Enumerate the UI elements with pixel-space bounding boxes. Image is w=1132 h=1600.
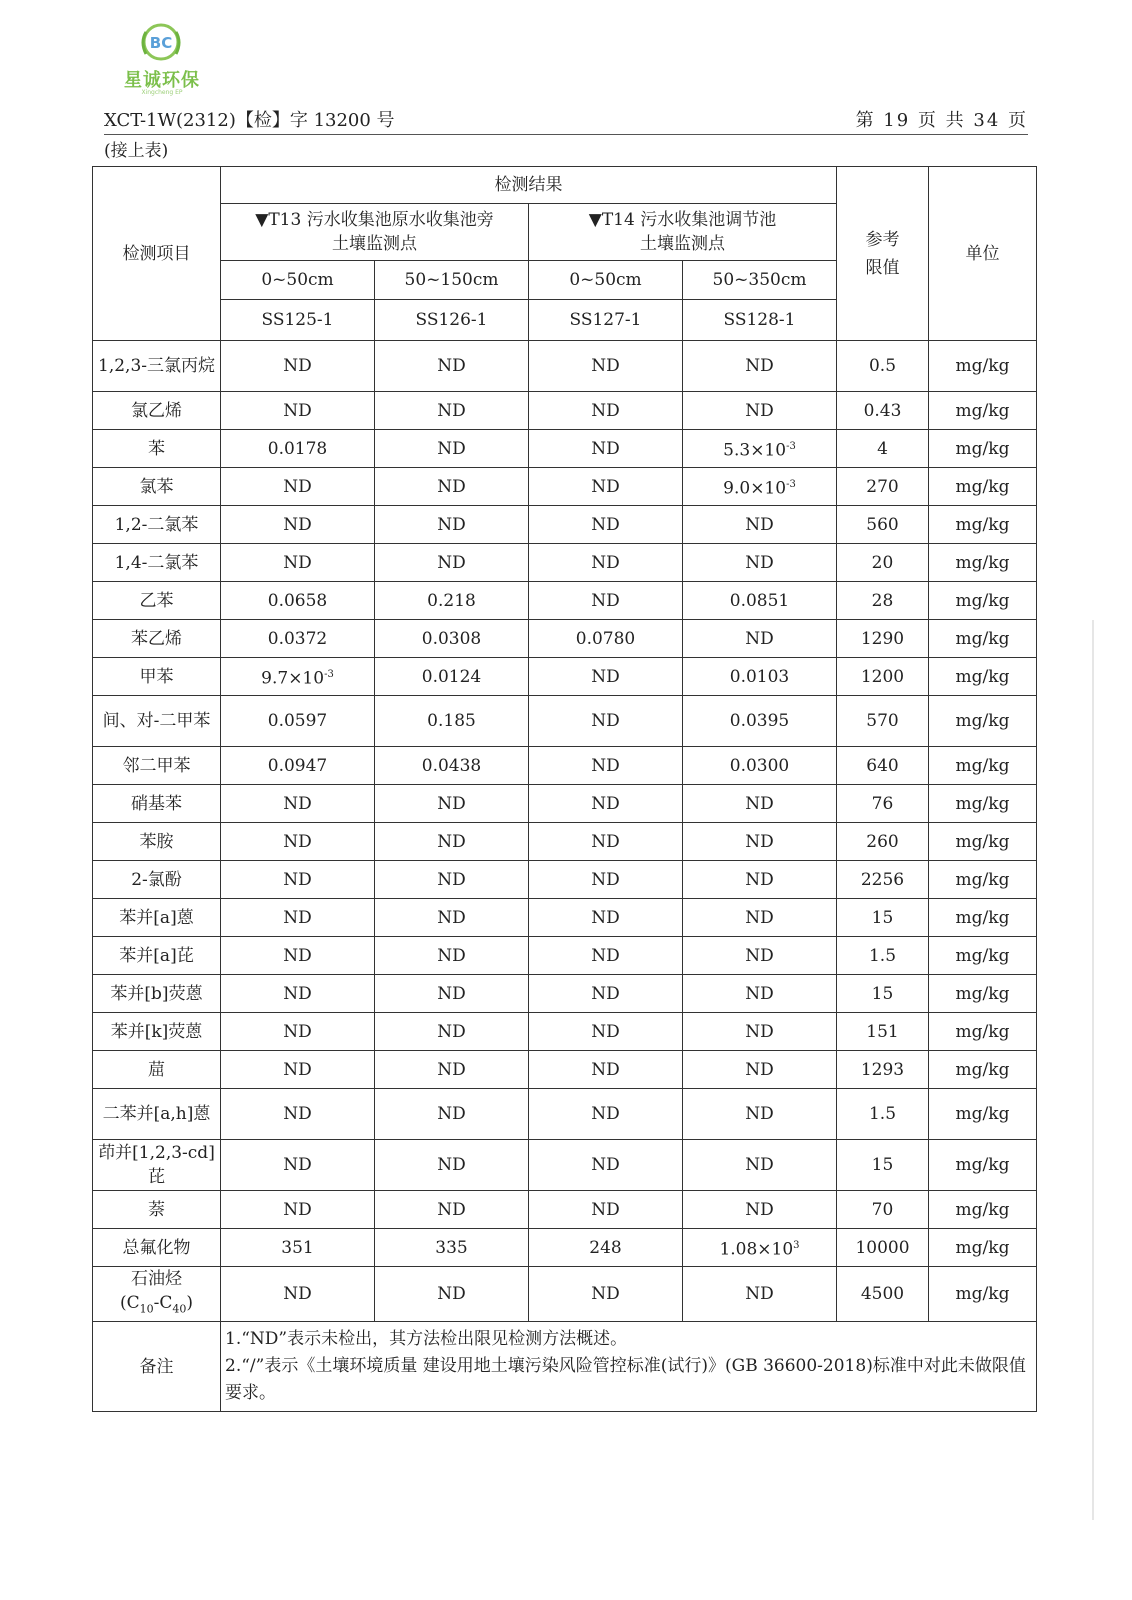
unit-cell: mg/kg: [929, 392, 1037, 430]
item-cell: 二苯并[a,h]蒽: [93, 1089, 221, 1140]
table-row: [93, 468, 1037, 506]
table-row: [93, 899, 1037, 937]
svg-text:BC: BC: [149, 34, 173, 52]
unit-cell: mg/kg: [929, 582, 1037, 620]
table-row: [93, 544, 1037, 582]
value-cell: ND: [375, 785, 529, 823]
limit-cell: 15: [837, 1140, 929, 1191]
results-table: [92, 166, 1037, 1412]
item-cell: 苯并[a]蒽: [93, 899, 221, 937]
table-row: [93, 1191, 1037, 1229]
item-cell: 1,4-二氯苯: [93, 544, 221, 582]
table-row: [93, 747, 1037, 785]
value-cell: 0.0395: [683, 696, 837, 747]
limit-cell: 260: [837, 823, 929, 861]
value-cell: ND: [221, 861, 375, 899]
results-table-wrapper: [92, 166, 1036, 1412]
value-cell: ND: [375, 1013, 529, 1051]
value-cell: $9.7\times 10^{-3}$: [221, 658, 375, 696]
item-cell: 茚并[1,2,3-cd]芘: [93, 1140, 221, 1191]
value-cell: ND: [529, 696, 683, 747]
unit-cell: mg/kg: [929, 430, 1037, 468]
value-cell: ND: [529, 899, 683, 937]
value-cell: 0.185: [375, 696, 529, 747]
item-cell: 苯: [93, 430, 221, 468]
table-row: [93, 341, 1037, 392]
unit-cell: mg/kg: [929, 899, 1037, 937]
value-cell: 0.0597: [221, 696, 375, 747]
limit-cell: 20: [837, 544, 929, 582]
remarks-text: [221, 1322, 1037, 1412]
value-cell: ND: [375, 430, 529, 468]
site2-name: ▼T14 污水收集池调节池 土壤监测点: [529, 204, 837, 261]
value-cell: ND: [221, 1013, 375, 1051]
value-cell: ND: [221, 468, 375, 506]
value-cell: 0.0780: [529, 620, 683, 658]
report-number: XCT-1W(2312)【检】字 13200 号: [104, 110, 395, 131]
value-cell: ND: [529, 468, 683, 506]
value-cell: 0.0372: [221, 620, 375, 658]
value-cell: ND: [375, 468, 529, 506]
value-cell: 0.0178: [221, 430, 375, 468]
unit-cell: mg/kg: [929, 468, 1037, 506]
item-cell: 苯乙烯: [93, 620, 221, 658]
unit-cell: mg/kg: [929, 937, 1037, 975]
limit-cell: 270: [837, 468, 929, 506]
company-name: 星诚环保: [124, 70, 200, 91]
limit-cell: 0.43: [837, 392, 929, 430]
value-cell: ND: [221, 341, 375, 392]
limit-cell: 1290: [837, 620, 929, 658]
value-cell: ND: [529, 506, 683, 544]
value-cell: 335: [375, 1229, 529, 1267]
value-cell: ND: [375, 392, 529, 430]
limit-cell: 1200: [837, 658, 929, 696]
limit-cell: 640: [837, 747, 929, 785]
unit-cell: mg/kg: [929, 785, 1037, 823]
table-row: [93, 392, 1037, 430]
value-cell: ND: [683, 823, 837, 861]
value-cell: 0.0124: [375, 658, 529, 696]
table-row: [93, 430, 1037, 468]
remark-line: 2.“/”表示《土壤环境质量 建设用地土壤污染风险管控标准(试行)》(GB 36600-2018)标准中对此未做限值要求。: [225, 1356, 1026, 1404]
header-divider: [104, 134, 1028, 135]
value-cell: ND: [529, 861, 683, 899]
value-cell: ND: [221, 1051, 375, 1089]
value-cell: ND: [221, 1267, 375, 1322]
value-cell: ND: [683, 937, 837, 975]
item-cell: 硝基苯: [93, 785, 221, 823]
unit-cell: mg/kg: [929, 1140, 1037, 1191]
value-cell: ND: [529, 430, 683, 468]
value-cell: 0.0308: [375, 620, 529, 658]
value-cell: ND: [529, 785, 683, 823]
value-cell: ND: [529, 392, 683, 430]
value-cell: 0.0658: [221, 582, 375, 620]
value-cell: $9.0\times 10^{-3}$: [683, 468, 837, 506]
value-cell: ND: [529, 1089, 683, 1140]
table-row: [93, 582, 1037, 620]
limit-cell: 1.5: [837, 1089, 929, 1140]
item-cell: 甲苯: [93, 658, 221, 696]
header-results: 检测结果: [221, 167, 837, 204]
limit-cell: 1293: [837, 1051, 929, 1089]
table-row: [93, 696, 1037, 747]
table-row: [93, 1140, 1037, 1191]
continued-note: (接上表): [104, 141, 169, 161]
remarks-row: [93, 1322, 1037, 1412]
value-cell: ND: [529, 975, 683, 1013]
table-row: [93, 658, 1037, 696]
company-subtitle: Xingcheng EP: [141, 89, 183, 96]
value-cell: ND: [529, 1267, 683, 1322]
value-cell: ND: [683, 506, 837, 544]
value-cell: 351: [221, 1229, 375, 1267]
value-cell: ND: [683, 392, 837, 430]
value-cell: 0.0851: [683, 582, 837, 620]
unit-cell: mg/kg: [929, 1229, 1037, 1267]
value-cell: ND: [375, 823, 529, 861]
value-cell: ND: [683, 341, 837, 392]
value-cell: ND: [375, 1267, 529, 1322]
value-cell: ND: [683, 975, 837, 1013]
value-cell: ND: [683, 861, 837, 899]
limit-cell: 28: [837, 582, 929, 620]
site2-depth1: 0~50cm: [529, 261, 683, 300]
item-cell: 1,2-二氯苯: [93, 506, 221, 544]
limit-cell: 570: [837, 696, 929, 747]
scan-edge-line: [1092, 620, 1094, 1520]
value-cell: ND: [683, 1013, 837, 1051]
table-row: [93, 823, 1037, 861]
table-row: [93, 937, 1037, 975]
value-cell: ND: [375, 899, 529, 937]
value-cell: ND: [529, 747, 683, 785]
item-cell: 石油烃 $(C_{10}-C_{40})$: [93, 1267, 221, 1322]
value-cell: 0.0438: [375, 747, 529, 785]
value-cell: ND: [221, 899, 375, 937]
value-cell: ND: [221, 1191, 375, 1229]
table-row: [93, 1013, 1037, 1051]
remark-line: 1.“ND”表示未检出，其方法检出限见检测方法概述。: [225, 1329, 628, 1350]
value-cell: ND: [375, 1051, 529, 1089]
value-cell: ND: [221, 544, 375, 582]
limit-cell: 2256: [837, 861, 929, 899]
unit-cell: mg/kg: [929, 658, 1037, 696]
limit-cell: 4: [837, 430, 929, 468]
table-row: [93, 1089, 1037, 1140]
value-cell: ND: [221, 392, 375, 430]
value-cell: ND: [529, 582, 683, 620]
unit-cell: mg/kg: [929, 1267, 1037, 1322]
value-cell: ND: [375, 506, 529, 544]
table-row: [93, 506, 1037, 544]
value-cell: ND: [221, 975, 375, 1013]
value-cell: 0.0300: [683, 747, 837, 785]
item-cell: 氯苯: [93, 468, 221, 506]
value-cell: ND: [529, 937, 683, 975]
value-cell: ND: [683, 1140, 837, 1191]
unit-cell: mg/kg: [929, 1051, 1037, 1089]
limit-cell: 15: [837, 899, 929, 937]
site1-sample1: SS125-1: [221, 300, 375, 341]
value-cell: ND: [529, 1013, 683, 1051]
limit-cell: 0.5: [837, 341, 929, 392]
limit-cell: 151: [837, 1013, 929, 1051]
value-cell: ND: [375, 937, 529, 975]
limit-cell: 76: [837, 785, 929, 823]
value-cell: ND: [375, 544, 529, 582]
value-cell: ND: [221, 1089, 375, 1140]
table-row: [93, 861, 1037, 899]
value-cell: ND: [529, 1051, 683, 1089]
value-cell: ND: [375, 1140, 529, 1191]
item-cell: 苯并[a]芘: [93, 937, 221, 975]
header-item: 检测项目: [93, 167, 221, 341]
limit-cell: 4500: [837, 1267, 929, 1322]
value-cell: ND: [529, 1140, 683, 1191]
value-cell: ND: [683, 1089, 837, 1140]
value-cell: ND: [683, 1267, 837, 1322]
value-cell: ND: [683, 1051, 837, 1089]
unit-cell: mg/kg: [929, 341, 1037, 392]
table-row: [93, 785, 1037, 823]
unit-cell: mg/kg: [929, 1191, 1037, 1229]
value-cell: ND: [529, 341, 683, 392]
item-cell: 苯胺: [93, 823, 221, 861]
page-info: 第 19 页 共 34 页: [855, 110, 1028, 131]
value-cell: ND: [529, 658, 683, 696]
table-row: [93, 1267, 1037, 1322]
unit-cell: mg/kg: [929, 620, 1037, 658]
table-row: [93, 1229, 1037, 1267]
site2-sample1: SS127-1: [529, 300, 683, 341]
item-cell: 1,2,3-三氯丙烷: [93, 341, 221, 392]
table-row: [93, 975, 1037, 1013]
value-cell: ND: [683, 544, 837, 582]
value-cell: ND: [221, 823, 375, 861]
value-cell: 0.0947: [221, 747, 375, 785]
unit-cell: mg/kg: [929, 1089, 1037, 1140]
table-row: [93, 620, 1037, 658]
value-cell: ND: [683, 620, 837, 658]
value-cell: ND: [375, 975, 529, 1013]
item-cell: 苯并[k]荧蒽: [93, 1013, 221, 1051]
table-row: [93, 1051, 1037, 1089]
site2-sample2: SS128-1: [683, 300, 837, 341]
value-cell: ND: [529, 823, 683, 861]
company-emblem-icon: [136, 22, 186, 66]
value-cell: $1.08\times 10^3$: [683, 1229, 837, 1267]
site2-depth2: 50~350cm: [683, 261, 837, 300]
value-cell: 248: [529, 1229, 683, 1267]
unit-cell: mg/kg: [929, 1013, 1037, 1051]
value-cell: ND: [221, 506, 375, 544]
value-cell: ND: [221, 785, 375, 823]
value-cell: ND: [683, 1191, 837, 1229]
limit-cell: 560: [837, 506, 929, 544]
site1-depth1: 0~50cm: [221, 261, 375, 300]
site1-name: ▼T13 污水收集池原水收集池旁 土壤监测点: [221, 204, 529, 261]
limit-cell: 15: [837, 975, 929, 1013]
unit-cell: mg/kg: [929, 506, 1037, 544]
header-unit: 单位: [929, 167, 1037, 341]
value-cell: ND: [375, 1089, 529, 1140]
item-cell: 2-氯酚: [93, 861, 221, 899]
site1-depth2: 50~150cm: [375, 261, 529, 300]
value-cell: ND: [221, 937, 375, 975]
value-cell: 0.0103: [683, 658, 837, 696]
value-cell: ND: [375, 341, 529, 392]
item-cell: 乙苯: [93, 582, 221, 620]
value-cell: ND: [529, 544, 683, 582]
item-cell: 苯并[b]荧蒽: [93, 975, 221, 1013]
unit-cell: mg/kg: [929, 975, 1037, 1013]
unit-cell: mg/kg: [929, 747, 1037, 785]
item-cell: 氯乙烯: [93, 392, 221, 430]
limit-cell: 1.5: [837, 937, 929, 975]
unit-cell: mg/kg: [929, 823, 1037, 861]
value-cell: ND: [683, 899, 837, 937]
remarks-label: 备注: [93, 1322, 221, 1412]
company-logo: [112, 22, 212, 94]
value-cell: ND: [529, 1191, 683, 1229]
value-cell: ND: [375, 1191, 529, 1229]
value-cell: ND: [683, 785, 837, 823]
value-cell: ND: [375, 861, 529, 899]
value-cell: 0.218: [375, 582, 529, 620]
unit-cell: mg/kg: [929, 544, 1037, 582]
item-cell: 萘: [93, 1191, 221, 1229]
unit-cell: mg/kg: [929, 696, 1037, 747]
unit-cell: mg/kg: [929, 861, 1037, 899]
site1-sample2: SS126-1: [375, 300, 529, 341]
item-cell: 䓛: [93, 1051, 221, 1089]
item-cell: 间、对-二甲苯: [93, 696, 221, 747]
limit-cell: 10000: [837, 1229, 929, 1267]
header-limit: 参考限值: [837, 167, 929, 341]
value-cell: $5.3\times 10^{-3}$: [683, 430, 837, 468]
item-cell: 总氟化物: [93, 1229, 221, 1267]
value-cell: ND: [221, 1140, 375, 1191]
item-cell: 邻二甲苯: [93, 747, 221, 785]
limit-cell: 70: [837, 1191, 929, 1229]
